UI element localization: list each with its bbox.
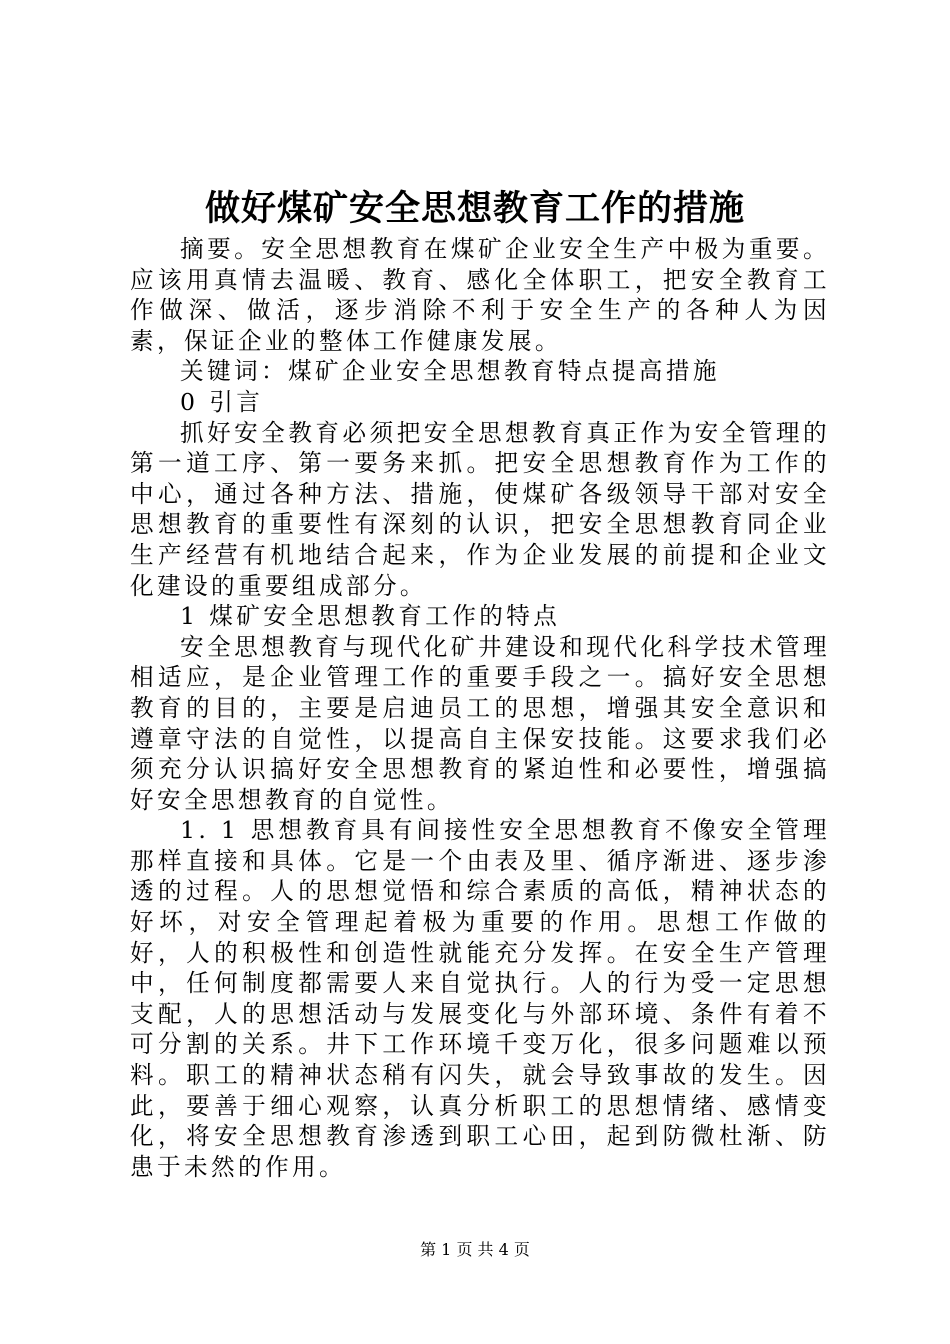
keywords-paragraph: 关键词：煤矿企业安全思想教育特点提高措施 <box>180 357 720 386</box>
section-heading-features: 1 煤矿安全思想教育工作的特点 <box>180 602 561 631</box>
introduction-paragraph: 抓好安全教育必须把安全思想教育真正作为安全管理的第一道工序、第一要务来抓。把安全思想教育作为工作的中心，通过各种方法、措施，使煤矿各级领导干部对安全思想教育的重要性有深刻的认识，把安全思想教育同企业生产经营有机地结合起来，作为企业发展的前提和企业文化建设的重要组成部分。 <box>130 418 830 600</box>
document-title: 做好煤矿安全思想教育工作的措施 <box>204 189 745 229</box>
document-body <box>130 234 830 1182</box>
section-heading-introduction: 0 引言 <box>180 387 264 416</box>
features-paragraph: 安全思想教育与现代化矿井建设和现代化科学技术管理相适应，是企业管理工作的重要手段之一。搞好安全思想教育的目的，主要是启迪员工的思想，增强其安全意识和遵章守法的自觉性，以提高自主保安技能。这要求我们必须充分认识搞好安全思想教育的紧迫性和必要性，增强搞好安全思想教育的自觉性。 <box>130 632 830 814</box>
page-footer: 第 1 页 共 4 页 <box>420 1240 530 1259</box>
abstract-paragraph: 摘要。安全思想教育在煤矿企业安全生产中极为重要。应该用真情去温暖、教育、感化全体职工，把安全教育工作做深、做活，逐步消除不利于安全生产的各种人为因素，保证企业的整体工作健康发展。 <box>130 235 830 355</box>
subsection-paragraph: 1. 1 思想教育具有间接性安全思想教育不像安全管理那样直接和具体。它是一个由表及里、循序渐进、逐步渗透的过程。人的思想觉悟和综合素质的高低，精神状态的好坏，对安全管理起着极为重要的作用。思想工作做的好，人的积极性和创造性就能充分发挥。在安全生产管理中，任何制度都需要人来自觉执行。人的行为受一定思想支配，人的思想活动与发展变化与外部环境、条件有着不可分割的关系。井下工作环境千变万化，很多问题难以预料。职工的精神状态稍有闪失，就会导致事故的发生。因此，要善于细心观察，认真分析职工的思想情绪、感情变化，将安全思想教育渗透到职工心田，起到防微杜渐、防患于未然的作用。 <box>130 816 830 1181</box>
